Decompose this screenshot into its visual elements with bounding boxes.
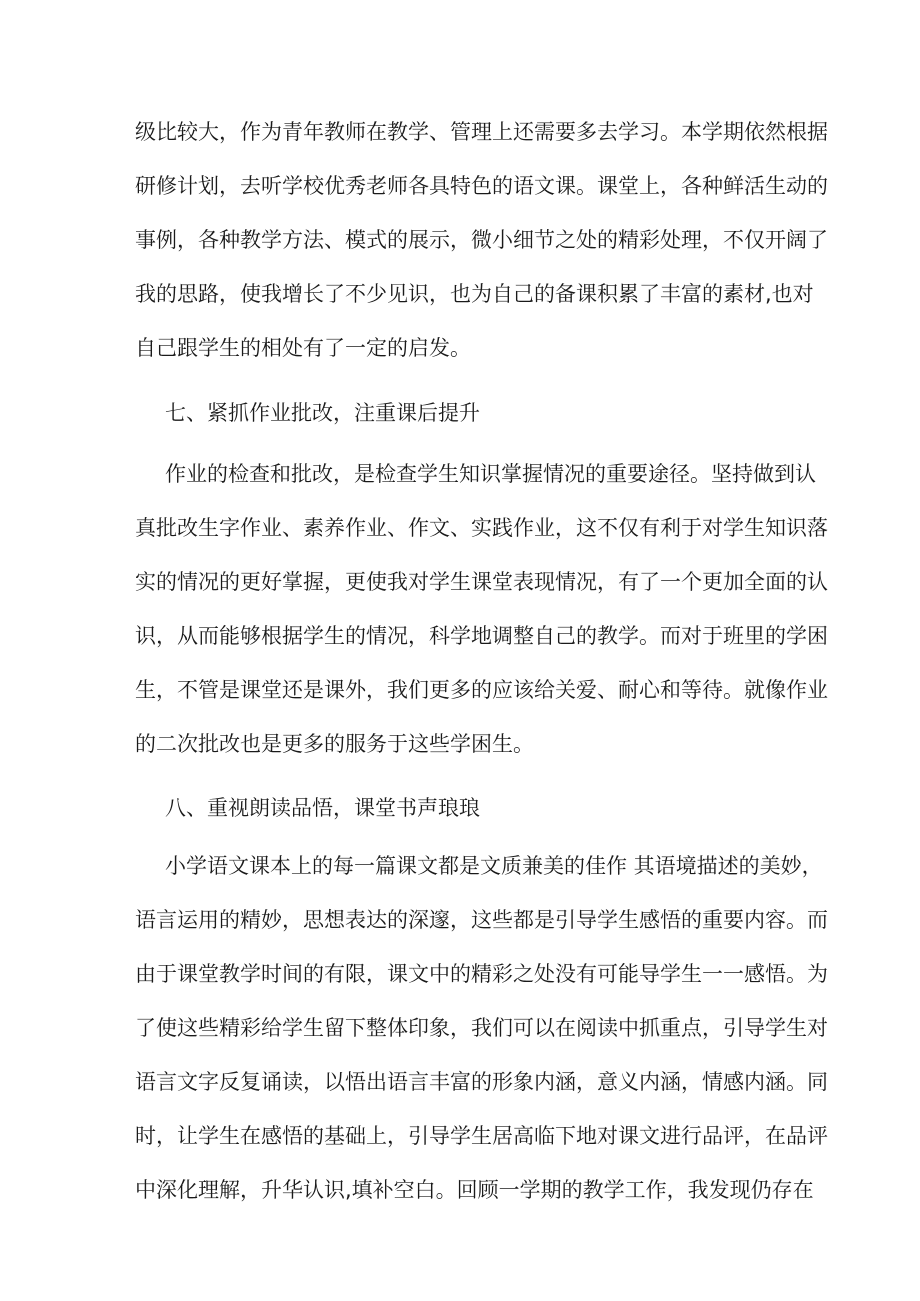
text-line: 由于课堂教学时间的有限，课文中的精彩之处没有可能导学生一一感悟。为: [135, 962, 828, 986]
text-line: 语言文字反复诵读，以悟出语言丰富的形象内涵，意义内涵，情感内涵。同: [135, 1070, 828, 1094]
text-line: 实的情况的更好掌握，更使我对学生课堂表现情况，有了一个更加全面的认: [135, 570, 828, 594]
text-line: 级比较大，作为青年教师在教学、管理上还需要多去学习。本学期依然根据: [135, 120, 828, 144]
text-line: 研修计划，去听学校优秀老师各具特色的语文课。课堂上，各种鲜活生动的: [135, 174, 828, 198]
text-line: 我的思路，使我增长了不少见识，也为自己的备课积累了丰富的素材,也对: [135, 282, 814, 306]
text-line: 的二次批改也是更多的服务于这些学困生。: [135, 732, 534, 756]
text-line: 真批改生字作业、素养作业、作文、实践作业，这不仅有利于对学生知识落: [135, 516, 828, 540]
text-line: 生，不管是课堂还是课外，我们更多的应该给关爱、耐心和等待。就像作业: [135, 678, 828, 702]
text-line: 中深化理解，升华认识,填补空白。回顾一学期的教学工作，我发现仍存在: [135, 1178, 814, 1202]
text-line: 作业的检查和批改，是检查学生知识掌握情况的重要途径。坚持做到认: [165, 462, 816, 486]
section-heading: 八、重视朗读品悟，课堂书声琅琅: [165, 796, 480, 820]
text-line: 识，从而能够根据学生的情况，科学地调整自己的教学。而对于班里的学困: [135, 624, 828, 648]
text-line: 了使这些精彩给学生留下整体印象，我们可以在阅读中抓重点，引导学生对: [135, 1016, 828, 1040]
text-line: 事例，各种教学方法、模式的展示，微小细节之处的精彩处理，不仅开阔了: [135, 228, 828, 252]
text-line: 自己跟学生的相处有了一定的启发。: [135, 336, 471, 360]
text-line: 语言运用的精妙，思想表达的深邃，这些都是引导学生感悟的重要内容。而: [135, 908, 828, 932]
text-line: 时，让学生在感悟的基础上，引导学生居高临下地对课文进行品评，在品评: [135, 1124, 828, 1148]
section-heading: 七、紧抓作业批改，注重课后提升: [165, 401, 480, 425]
text-line: 小学语文课本上的每一篇课文都是文质兼美的佳作 其语境描述的美妙，: [165, 854, 823, 878]
